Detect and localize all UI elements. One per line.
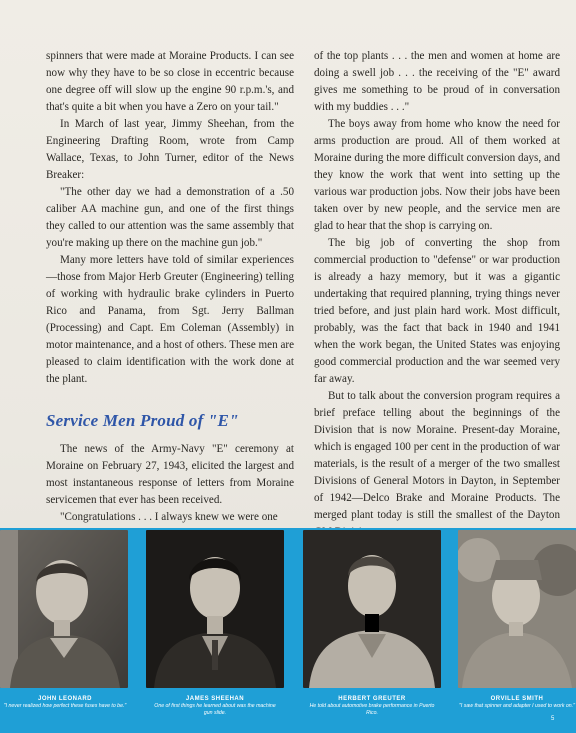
portrait-image bbox=[458, 530, 576, 688]
paragraph: of the top plants . . . the men and women at home are doing a swell job . . . the receiving of the "E" award gives me something to be proud of in conversation with my buddies . . ." bbox=[314, 50, 560, 113]
right-text-column bbox=[314, 48, 560, 541]
portrait-photo bbox=[458, 530, 576, 688]
photo-caption bbox=[0, 695, 130, 710]
portrait-photo bbox=[303, 530, 441, 688]
photo-caption bbox=[307, 695, 437, 717]
caption-quote: "I saw that spinner and adapter I used to work on." bbox=[459, 703, 575, 709]
portrait-photo bbox=[0, 530, 128, 688]
paragraph: Many more letters have told of similar experiences—those from Major Herb Greuter (Engineering) telling of working with hydraulic brake cylinders in Puerto Rico and Panama, from Sgt. Jerry Ballman (Processing) and Capt. Em Coleman (Assembly) in motor maintenance, and a host of others. These men are pleased to claim identification with the work done at the plant. bbox=[46, 254, 294, 385]
paragraph: In March of last year, Jimmy Sheehan, from the Engineering Drafting Room, wrote from Camp Wallace, Texas, to John Turner, editor of the News Breaker: bbox=[46, 118, 294, 181]
page-number: 5 bbox=[551, 716, 555, 722]
paragraph: The news of the Army-Navy "E" ceremony at Moraine on February 27, 1943, elicited the largest and most instantaneous response of letters from Moraine servicemen that ever has been received. bbox=[46, 443, 294, 506]
photo-caption bbox=[452, 695, 576, 710]
paragraph: spinners that were made at Moraine Products. I can see now why they have to be so close in eccentric because one degree off will slow up the engine 90 r.p.m.'s, and that's quite a bit when you have a Zero on your tail." bbox=[46, 50, 294, 113]
caption-quote: One of first things he learned about was the machine gun slide. bbox=[154, 703, 276, 716]
caption-name: HERBERT GREUTER bbox=[338, 696, 406, 702]
caption-name: ORVILLE SMITH bbox=[490, 696, 544, 702]
photo-caption bbox=[150, 695, 280, 717]
portrait-photo bbox=[146, 530, 284, 688]
caption-name: JAMES SHEEHAN bbox=[185, 696, 245, 702]
paragraph: But to talk about the conversion program requires a brief preface telling about the beginnings of the Division that is now Moraine. Present-day Moraine, which is engaged 100 per cent in the production of war materials, is the result of a merger of the two smallest Divisions of General Motors in Dayton, in September of 1942—Delco Brake and Moraine Products. The merged plant today is still the smallest of the Dayton bbox=[314, 390, 560, 521]
paragraph: The boys away from home who know the need for arms production are proud. All of them worked at Moraine during the more difficult conversion days, and they know the work that went into setting up the various war production jobs. Now their jobs have been taken over by new people, and the service men are glad to hear that the shop is carrying on. bbox=[314, 118, 560, 232]
caption-quote: "I never realized how perfect these fuses have to be." bbox=[3, 703, 127, 709]
paragraph: "The other day we had a demonstration of a .50 caliber AA machine gun, and one of the first things they called to our attention was the same assembly that you're making up there on the machine gun job." bbox=[46, 186, 294, 249]
caption-name: JOHN LEONARD bbox=[37, 696, 92, 702]
caption-quote: He told about automotive brake performance in Puerto Rico. bbox=[309, 703, 435, 716]
portrait-image bbox=[0, 530, 128, 688]
portrait-image bbox=[146, 530, 284, 688]
left-text-column bbox=[46, 48, 294, 526]
paragraph: The big job of converting the shop from commercial production to "defense" or war production is already a hazy memory, but it was a gigantic undertaking that required planning, trying things never tried before, and just plain hard work. Most difficult, probably, was the fact that back in 1940 and 1941 when the work began, the United States was enjoying good commercial production and the war seemed very far away. bbox=[314, 237, 560, 385]
portrait-image bbox=[303, 530, 441, 688]
section-heading: Service Men Proud of "E" bbox=[46, 411, 239, 430]
paragraph: "Congratulations . . . I always knew we were one bbox=[60, 511, 278, 523]
